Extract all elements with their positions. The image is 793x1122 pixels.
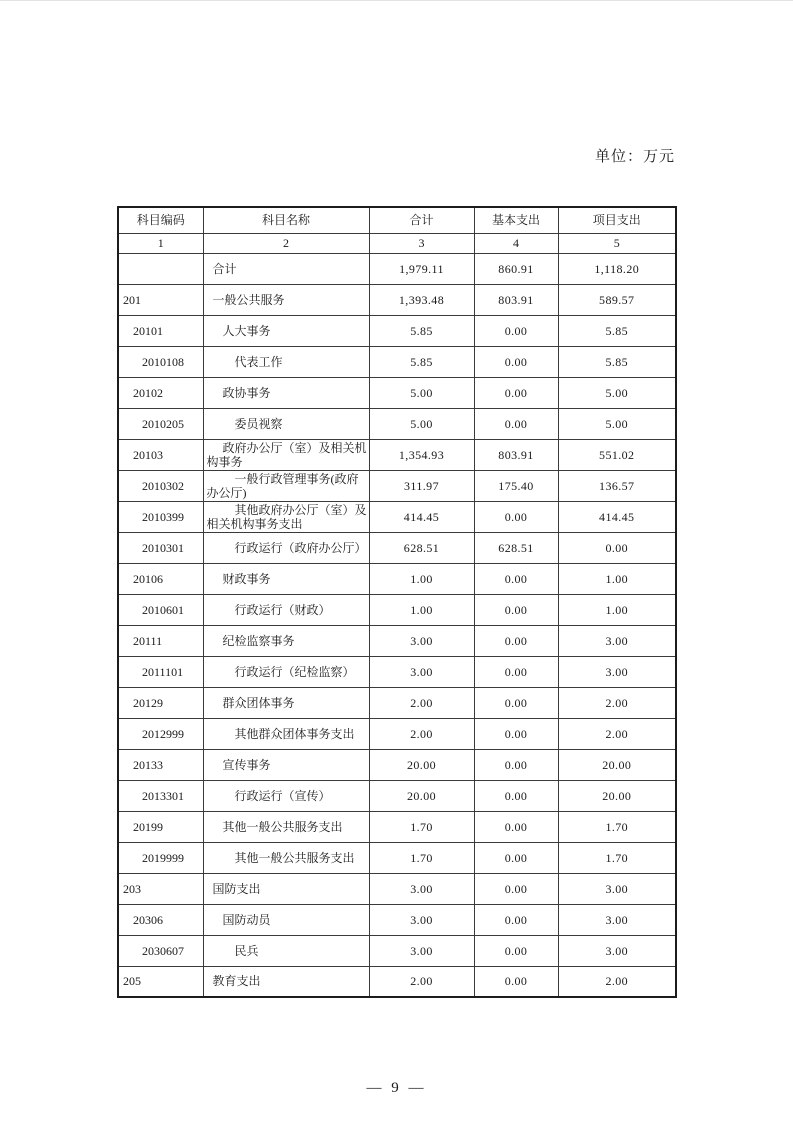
project-expenditure-cell: 414.45 — [558, 501, 676, 532]
basic-expenditure-cell: 0.00 — [474, 966, 558, 997]
subject-code-cell: 20306 — [118, 904, 203, 935]
subject-code-cell: 2013301 — [118, 780, 203, 811]
total-cell: 1.70 — [369, 842, 474, 873]
basic-expenditure-cell: 0.00 — [474, 377, 558, 408]
page-number: — 9 — — [366, 1080, 427, 1096]
total-cell: 3.00 — [369, 904, 474, 935]
table-row — [118, 346, 676, 377]
project-expenditure-cell: 5.85 — [558, 346, 676, 377]
total-cell: 20.00 — [369, 780, 474, 811]
subject-code-cell: 20102 — [118, 377, 203, 408]
total-cell: 5.00 — [369, 408, 474, 439]
subject-code-cell: 2019999 — [118, 842, 203, 873]
subject-name-cell: 群众团体事务 — [203, 687, 369, 718]
unit-label: 单位：万元 — [594, 149, 675, 165]
project-expenditure-cell: 5.85 — [558, 315, 676, 346]
total-cell: 3.00 — [369, 873, 474, 904]
table-row — [118, 811, 676, 842]
column-number: 1 — [118, 233, 203, 253]
project-expenditure-cell: 3.00 — [558, 904, 676, 935]
basic-expenditure-cell: 0.00 — [474, 346, 558, 377]
subject-code-cell: 20129 — [118, 687, 203, 718]
col-header-total: 合计 — [369, 207, 474, 233]
total-cell: 20.00 — [369, 749, 474, 780]
total-cell: 3.00 — [369, 656, 474, 687]
subject-code-cell: 20101 — [118, 315, 203, 346]
table-row — [118, 718, 676, 749]
basic-expenditure-cell: 0.00 — [474, 780, 558, 811]
basic-expenditure-cell: 175.40 — [474, 470, 558, 501]
subject-code-cell: 20133 — [118, 749, 203, 780]
basic-expenditure-cell: 0.00 — [474, 594, 558, 625]
subject-code-cell: 203 — [118, 873, 203, 904]
table-row — [118, 625, 676, 656]
col-header-project-expenditure: 项目支出 — [558, 207, 676, 233]
subject-code-cell: 2010301 — [118, 532, 203, 563]
basic-expenditure-cell: 803.91 — [474, 439, 558, 470]
table-row — [118, 780, 676, 811]
total-cell: 5.85 — [369, 346, 474, 377]
basic-expenditure-cell: 803.91 — [474, 284, 558, 315]
table-row — [118, 656, 676, 687]
total-cell: 1,979.11 — [369, 253, 474, 284]
table-row — [118, 315, 676, 346]
basic-expenditure-cell: 0.00 — [474, 718, 558, 749]
subject-name-cell: 人大事务 — [203, 315, 369, 346]
table-row — [118, 408, 676, 439]
total-cell: 5.85 — [369, 315, 474, 346]
subject-name-cell: 其他一般公共服务支出 — [203, 811, 369, 842]
subject-name-cell: 行政运行（纪检监察） — [203, 656, 369, 687]
basic-expenditure-cell: 0.00 — [474, 315, 558, 346]
total-cell: 3.00 — [369, 625, 474, 656]
basic-expenditure-cell: 0.00 — [474, 749, 558, 780]
basic-expenditure-cell: 860.91 — [474, 253, 558, 284]
column-number: 5 — [558, 233, 676, 253]
subject-name-cell: 其他一般公共服务支出 — [203, 842, 369, 873]
project-expenditure-cell: 1,118.20 — [558, 253, 676, 284]
total-cell: 1.00 — [369, 563, 474, 594]
subject-code-cell: 20111 — [118, 625, 203, 656]
basic-expenditure-cell: 0.00 — [474, 811, 558, 842]
project-expenditure-cell: 2.00 — [558, 687, 676, 718]
total-cell: 414.45 — [369, 501, 474, 532]
project-expenditure-cell: 20.00 — [558, 780, 676, 811]
subject-name-cell: 纪检监察事务 — [203, 625, 369, 656]
subject-name-cell: 合计 — [203, 253, 369, 284]
column-number-row — [118, 233, 676, 253]
budget-table — [117, 206, 677, 998]
subject-code-cell: 2010399 — [118, 501, 203, 532]
project-expenditure-cell: 2.00 — [558, 966, 676, 997]
subject-code-cell: 2011101 — [118, 656, 203, 687]
subject-name-cell: 宣传事务 — [203, 749, 369, 780]
basic-expenditure-cell: 0.00 — [474, 873, 558, 904]
total-cell: 2.00 — [369, 687, 474, 718]
subject-code-cell: 2010601 — [118, 594, 203, 625]
project-expenditure-cell: 1.70 — [558, 811, 676, 842]
project-expenditure-cell: 3.00 — [558, 625, 676, 656]
subject-code-cell: 2010302 — [118, 470, 203, 501]
column-number: 3 — [369, 233, 474, 253]
subject-name-cell: 委员视察 — [203, 408, 369, 439]
project-expenditure-cell: 551.02 — [558, 439, 676, 470]
basic-expenditure-cell: 0.00 — [474, 408, 558, 439]
table-row — [118, 377, 676, 408]
table-row — [118, 935, 676, 966]
column-number: 4 — [474, 233, 558, 253]
table-row — [118, 439, 676, 470]
subject-name-cell: 政府办公厅（室）及相关机构事务 — [203, 439, 369, 470]
total-cell: 5.00 — [369, 377, 474, 408]
subject-code-cell: 20103 — [118, 439, 203, 470]
subject-code-cell: 2030607 — [118, 935, 203, 966]
total-cell: 1,354.93 — [369, 439, 474, 470]
project-expenditure-cell: 136.57 — [558, 470, 676, 501]
project-expenditure-cell: 3.00 — [558, 656, 676, 687]
subject-name-cell: 政协事务 — [203, 377, 369, 408]
table-header-row — [118, 207, 676, 233]
basic-expenditure-cell: 0.00 — [474, 625, 558, 656]
table-row — [118, 563, 676, 594]
subject-name-cell: 行政运行（宣传） — [203, 780, 369, 811]
project-expenditure-cell: 2.00 — [558, 718, 676, 749]
col-header-subject-name: 科目名称 — [203, 207, 369, 233]
subject-code-cell: 20106 — [118, 563, 203, 594]
column-number: 2 — [203, 233, 369, 253]
project-expenditure-cell: 0.00 — [558, 532, 676, 563]
total-cell: 2.00 — [369, 718, 474, 749]
subject-name-cell: 代表工作 — [203, 346, 369, 377]
total-cell: 1.70 — [369, 811, 474, 842]
subject-name-cell: 行政运行（政府办公厅） — [203, 532, 369, 563]
table-row — [118, 842, 676, 873]
scan-edge-line — [0, 0, 793, 1]
basic-expenditure-cell: 0.00 — [474, 563, 558, 594]
col-header-subject-code: 科目编码 — [118, 207, 203, 233]
total-cell: 3.00 — [369, 935, 474, 966]
table-row — [118, 873, 676, 904]
project-expenditure-cell: 3.00 — [558, 935, 676, 966]
subject-name-cell: 国防支出 — [203, 873, 369, 904]
table-row — [118, 253, 676, 284]
project-expenditure-cell: 1.70 — [558, 842, 676, 873]
subject-name-cell: 教育支出 — [203, 966, 369, 997]
subject-name-cell: 其他政府办公厅（室）及相关机构事务支出 — [203, 501, 369, 532]
basic-expenditure-cell: 0.00 — [474, 656, 558, 687]
subject-code-cell: 201 — [118, 284, 203, 315]
table-row — [118, 532, 676, 563]
table-row — [118, 904, 676, 935]
col-header-basic-expenditure: 基本支出 — [474, 207, 558, 233]
subject-name-cell: 民兵 — [203, 935, 369, 966]
project-expenditure-cell: 5.00 — [558, 408, 676, 439]
basic-expenditure-cell: 0.00 — [474, 687, 558, 718]
table-row — [118, 284, 676, 315]
basic-expenditure-cell: 0.00 — [474, 842, 558, 873]
total-cell: 311.97 — [369, 470, 474, 501]
basic-expenditure-cell: 0.00 — [474, 935, 558, 966]
table-row — [118, 749, 676, 780]
table-row — [118, 687, 676, 718]
basic-expenditure-cell: 0.00 — [474, 904, 558, 935]
table-row — [118, 594, 676, 625]
total-cell: 1.00 — [369, 594, 474, 625]
subject-name-cell: 一般行政管理事务(政府办公厅) — [203, 470, 369, 501]
subject-code-cell: 2010205 — [118, 408, 203, 439]
table-row — [118, 470, 676, 501]
total-cell: 628.51 — [369, 532, 474, 563]
table-row — [118, 966, 676, 997]
total-cell: 2.00 — [369, 966, 474, 997]
subject-code-cell: 2012999 — [118, 718, 203, 749]
basic-expenditure-cell: 628.51 — [474, 532, 558, 563]
subject-name-cell: 行政运行（财政） — [203, 594, 369, 625]
subject-code-cell: 2010108 — [118, 346, 203, 377]
basic-expenditure-cell: 0.00 — [474, 501, 558, 532]
table-row — [118, 501, 676, 532]
subject-code-cell — [118, 253, 203, 284]
subject-code-cell: 205 — [118, 966, 203, 997]
project-expenditure-cell: 1.00 — [558, 594, 676, 625]
subject-name-cell: 一般公共服务 — [203, 284, 369, 315]
project-expenditure-cell: 5.00 — [558, 377, 676, 408]
total-cell: 1,393.48 — [369, 284, 474, 315]
subject-code-cell: 20199 — [118, 811, 203, 842]
subject-name-cell: 其他群众团体事务支出 — [203, 718, 369, 749]
project-expenditure-cell: 1.00 — [558, 563, 676, 594]
project-expenditure-cell: 20.00 — [558, 749, 676, 780]
subject-name-cell: 财政事务 — [203, 563, 369, 594]
subject-name-cell: 国防动员 — [203, 904, 369, 935]
project-expenditure-cell: 3.00 — [558, 873, 676, 904]
project-expenditure-cell: 589.57 — [558, 284, 676, 315]
